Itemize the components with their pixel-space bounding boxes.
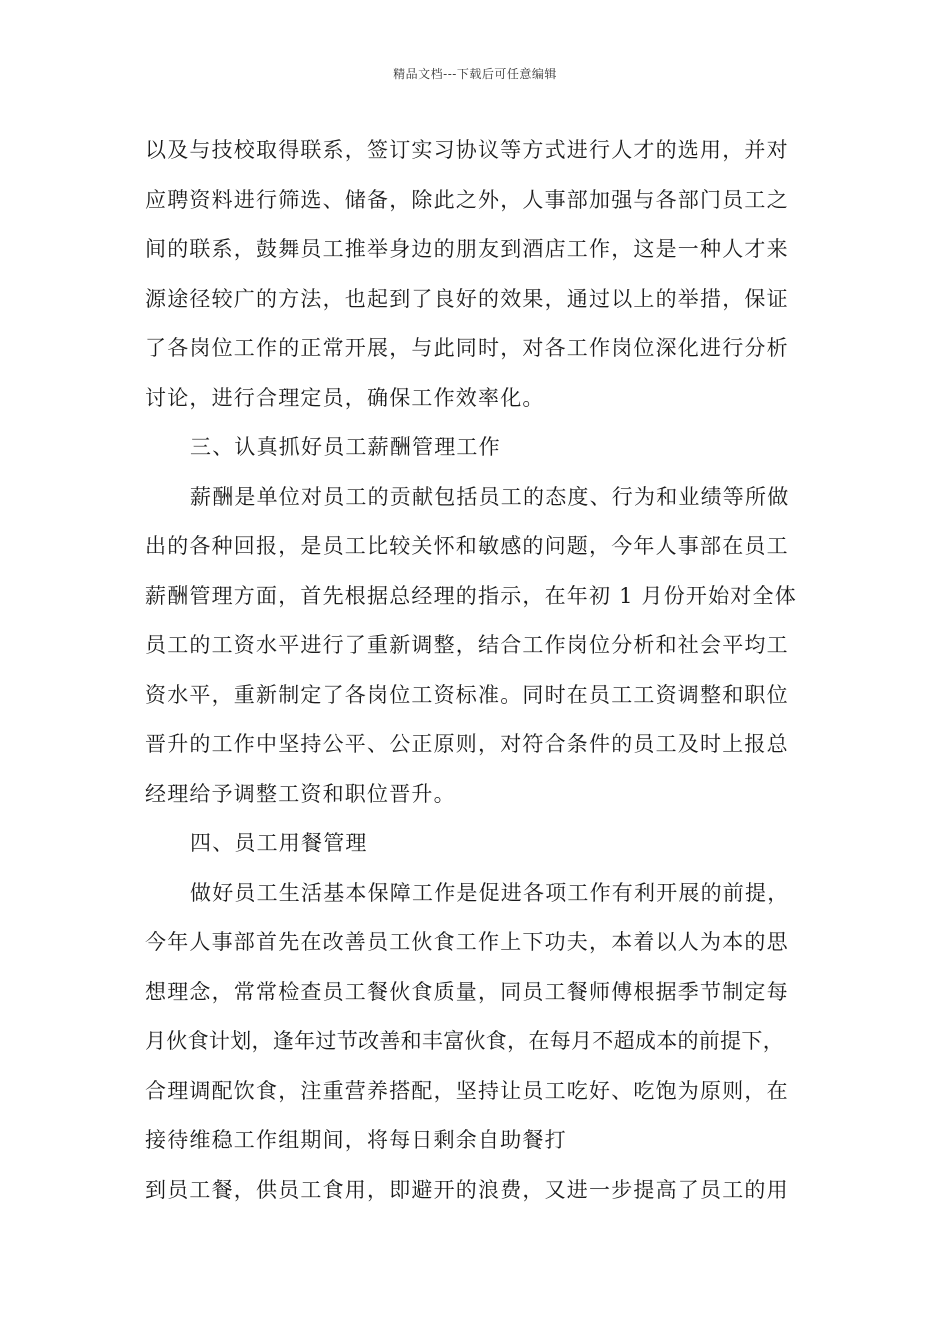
text-line: 以及与技校取得联系，签订实习协议等方式进行人才的选用，并对: [145, 138, 789, 162]
text-line: 晋升的工作中坚持公平、公正原则，对符合条件的员工及时上报总: [145, 732, 789, 756]
text-line: 出的各种回报，是员工比较关怀和敏感的问题，今年人事部在员工: [145, 534, 789, 558]
text-line: 员工的工资水平进行了重新调整，结合工作岗位分析和社会平均工: [145, 633, 789, 657]
text-line: 源途径较广的方法，也起到了良好的效果，通过以上的举措，保证: [145, 286, 789, 311]
text-line: 今年人事部首先在改善员工伙食工作上下功夫，本着以人为本的思: [145, 930, 789, 954]
document-body: [145, 126, 835, 1215]
text-line: 应聘资料进行筛选、储备，除此之外，人事部加强与各部门员工之: [145, 187, 789, 212]
text-line: 间的联系，鼓舞员工推举身边的朋友到酒店工作，这是一种人才来: [145, 237, 789, 261]
text-line: 想理念，常常检查员工餐伙食质量，同员工餐师傅根据季节制定每: [145, 979, 789, 1004]
section-heading: 四、员工用餐管理: [190, 831, 368, 855]
text-line: 薪酬管理方面，首先根据总经理的指示，在年初 1 月份开始对全体: [145, 583, 797, 608]
text-line: 做好员工生活基本保障工作是促进各项工作有利开展的前提，: [190, 880, 790, 905]
text-line: 了各岗位工作的正常开展，与此同时，对各工作岗位深化进行分析: [145, 336, 789, 360]
text-line: 月伙食计划，逢年过节改善和丰富伙食，在每月不超成本的前提下，: [145, 1029, 784, 1053]
text-line: 经理给予调整工资和职位晋升。: [145, 781, 456, 806]
section-heading: 三、认真抓好员工薪酬管理工作: [190, 435, 501, 459]
text-line: 资水平，重新制定了各岗位工资标准。同时在员工工资调整和职位: [145, 682, 789, 707]
text-line: 讨论，进行合理定员，确保工作效率化。: [145, 385, 545, 410]
text-line: 合理调配饮食，注重营养搭配，坚持让员工吃好、吃饱为原则，在: [145, 1078, 789, 1103]
page-header: 精品文档---下载后可任意编辑: [393, 67, 557, 81]
text-line: 接待维稳工作组期间，将每日剩余自助餐打: [145, 1128, 567, 1152]
text-line: 薪酬是单位对员工的贡献包括员工的态度、行为和业绩等所做: [190, 484, 790, 509]
text-line: 到员工餐，供员工食用，即避开的浪费，又进一步提高了员工的用: [145, 1177, 789, 1202]
